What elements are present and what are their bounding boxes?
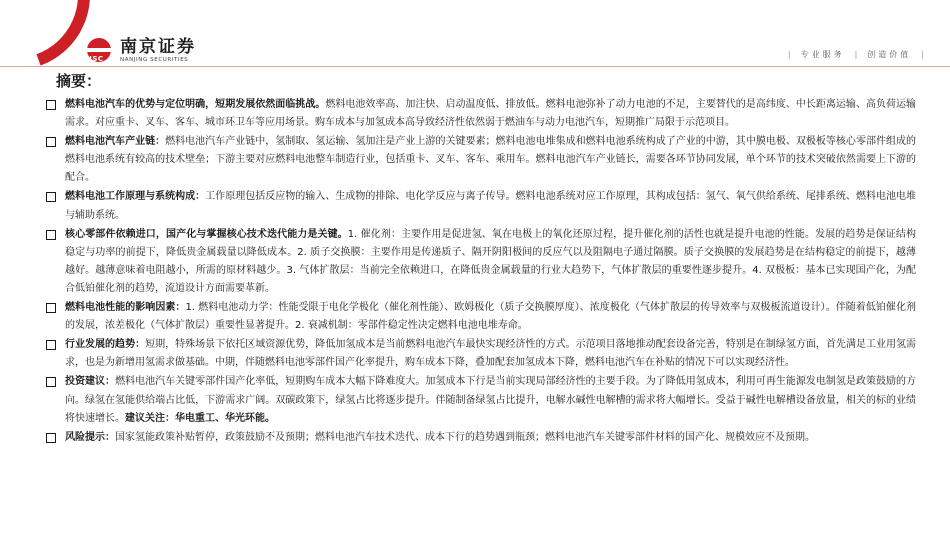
summary-item-performance-factors <box>46 299 916 335</box>
square-bullet-icon <box>46 192 56 202</box>
item-body: 燃料电池汽车关键零部件国产化率低，短期购车成本大幅下降难度大。加氢成本下行是当前实现局部经济性的主要手段。为了降低用氢成本，利用可再生能源发电制氢是政策鼓励的方向。绿氢在氢能供给端占比低，下游需求广阔。双碳政策下，绿氢占比将逐步提升。伴随制备绿氢占比提升，电解水碱性电解槽的需求将大幅增长。受益于碱性电解槽设备放量，相关的标的业绩将快速增长。 <box>65 376 917 424</box>
item-body: 1. 催化剂：主要作用是促进氢、氧在电极上的氧化还原过程，提升催化剂的活性也就是提升电池的性能。发展的趋势是保证结构稳定与功率的前提下，降低贵金属载量以降低成本。2. 质子交换膜：主要作用是传递质子、隔开阴阳极间的反应气以及阻隔电子通过隔膜。质子交换膜的发展趋势是在结构稳定的前提下，越薄越好。越薄意味着电阻越小，所需的原材料越少。3. 气体扩散层：当前完全依赖进口，在降低贵金属载量的行业大趋势下，气体扩散层的重要性逐步提升。4. 双极板：基本已实现国产化，为配合低铂催化剂的趋势，流道设计方面需要革新。 <box>65 228 916 294</box>
square-bullet-icon <box>46 433 56 443</box>
item-body: 1. 燃料电池动力学：性能受限于电化学极化（催化剂性能）、欧姆极化（质子交换膜厚度）、浓度极化（气体扩散层的传导效率与双极板流道设计）。伴随着低铂催化剂的发展，浓差极化（气体扩散层）重要性显著提升。2. 衰减机制：零部件稳定性决定燃料电池电堆寿命。 <box>65 302 917 332</box>
page-header <box>0 0 950 70</box>
summary-item-core-components <box>46 226 916 298</box>
item-heading: 风险提示： <box>65 431 115 443</box>
header-slogan: | 专业服务 | 创造价值 | <box>787 50 924 59</box>
item-heading: 燃料电池性能的影响因素： <box>65 302 186 314</box>
summary-item-industry-trend <box>46 336 916 372</box>
square-bullet-icon <box>46 137 56 147</box>
item-heading: 燃料电池汽车产业链： <box>65 136 166 148</box>
item-heading: 燃料电池汽车的优势与定位明确，短期发展依然面临挑战。 <box>65 99 326 110</box>
square-bullet-icon <box>46 340 56 350</box>
slogan-right: 创造价值 <box>867 50 912 59</box>
item-body: 国家氢能政策补贴暂停，政策鼓励不及预期；燃料电池汽车技术迭代、成本下行的趋势遇到瓶颈；燃料电池汽车关键零部件材料的国产化、规模效应不及预期。 <box>115 431 815 443</box>
logo-english-name: NANJING SECURITIES <box>120 57 189 63</box>
square-bullet-icon <box>46 303 56 313</box>
item-heading: 投资建议： <box>65 376 116 388</box>
header-divider <box>0 66 950 67</box>
slogan-left: 专业服务 <box>800 50 845 59</box>
page-title: 摘要： <box>56 72 102 90</box>
summary-item-industry-chain <box>46 133 916 187</box>
summary-item-risk-warning <box>46 429 916 447</box>
square-bullet-icon <box>46 100 56 110</box>
summary-item-working-principle <box>46 188 916 224</box>
item-body: 短期，特殊场景下依托区域资源优势，降低加氢成本是当前燃料电池汽车最快实现经济性的方式。示范项目落地推动配套设备完善，特别是在制绿氢方面，首先满足工业用氢需求，也是为新增用氢需求做基础。中期，伴随燃料电池零部件国产化率提升，购车成本下降，叠加配套加氢成本下降，燃料电池汽车在补贴的情况下可以实现经济性。 <box>65 339 917 369</box>
square-bullet-icon <box>46 377 56 387</box>
item-heading: 核心零部件依赖进口，国产化与掌握核心技术迭代能力是关键。 <box>65 228 348 240</box>
recommended-stocks: 建议关注：华电重工、华光环能。 <box>125 412 275 424</box>
item-heading: 行业发展的趋势： <box>65 339 146 351</box>
item-body: 燃料电池效率高、加注快、启动温度低、排放低。燃料电池弥补了动力电池的不足，主要替代的是高纬度、中长距离运输、高负荷运输需求。对应重卡、叉车、客车、城市环卫车等应用场景。购车成本与加氢成本高导致经济性依然弱于燃油车与动力电池汽车，短期推广局限于示范项目。 <box>65 99 917 129</box>
summary-list <box>46 96 916 448</box>
item-body: 工作原理包括反应物的输入、生成物的排除、电化学反应与离子传导。燃料电池系统对应工作原理，其构成包括：氢气、氧气供给系统、尾排系统、燃料电池电堆与辅助系统。 <box>65 191 917 221</box>
summary-item-investment-advice <box>46 373 916 427</box>
item-heading: 燃料电池工作原理与系统构成： <box>65 191 206 203</box>
summary-item-fcv-advantages <box>46 96 916 132</box>
logo-chinese-name: 南京证券 <box>120 37 196 57</box>
square-bullet-icon <box>46 230 56 240</box>
company-logo <box>84 38 196 64</box>
item-body: 燃料电池汽车产业链中，氢制取、氢运输、氢加注是产业上游的关键要素；燃料电池电堆集成和燃料电池系统构成了产业的中游，其中膜电极、双极板等核心零部件组成的燃料电池系统有较高的技术壁垒；下游主要对应燃料电池整车制造行业，包括重卡、叉车、客车、乘用车。燃料电池汽车产业链长，需要各环节协同发展，单个环节的技术突破依然需要上下游的配合。 <box>65 136 917 184</box>
nsc-logo-icon <box>84 38 114 64</box>
logo-abbr: NSC <box>86 55 104 63</box>
